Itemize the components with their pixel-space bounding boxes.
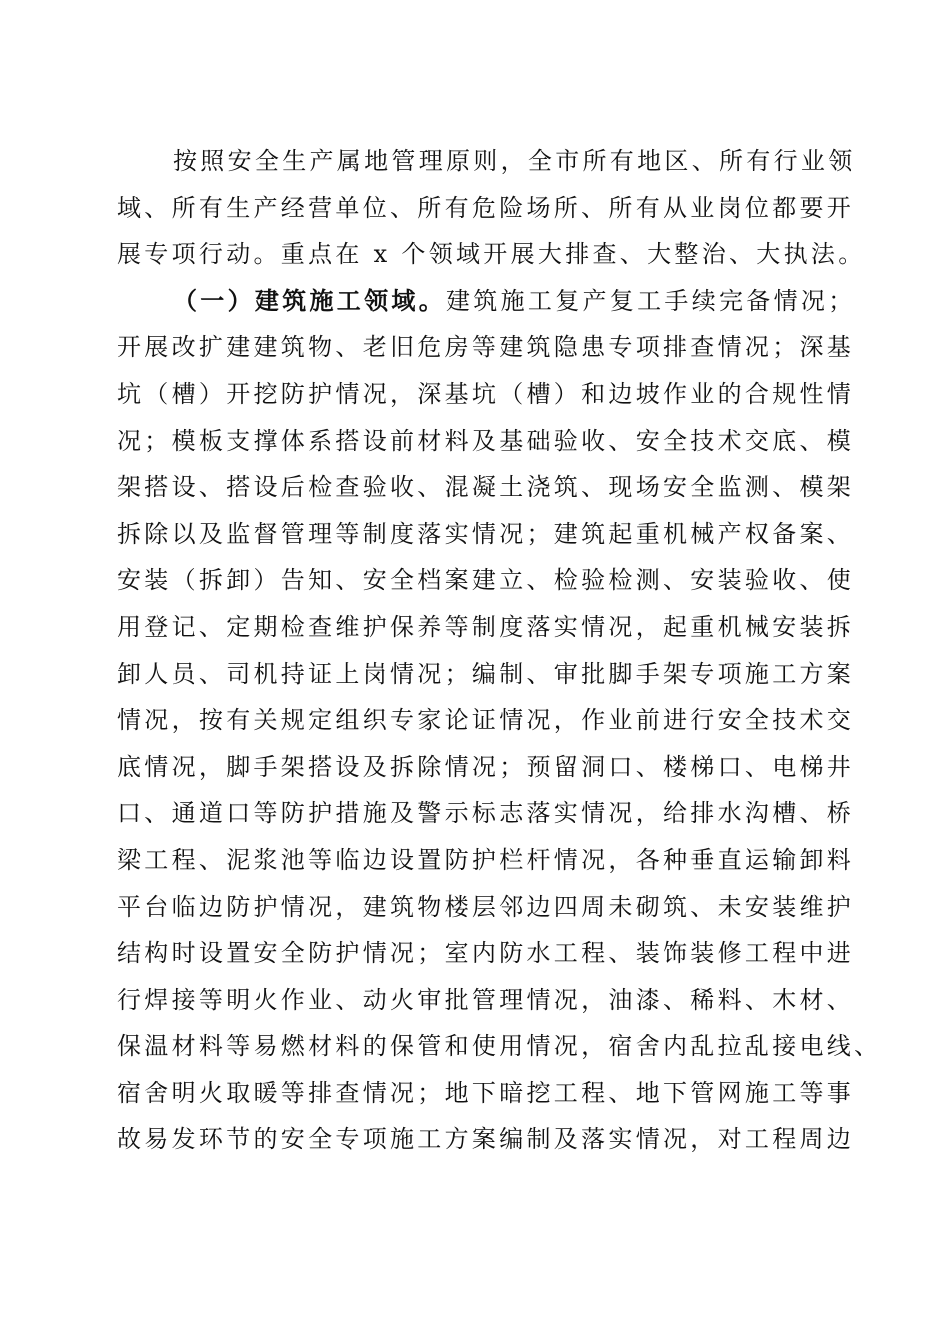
- paragraph-line: 展专项行动。重点在 x 个领域开展大排查、大整治、大执法。: [117, 240, 866, 269]
- section-heading: （一）建筑施工领域。: [173, 285, 446, 315]
- paragraph-line: 域、所有生产经营单位、所有危险场所、所有从业岗位都要开: [117, 193, 855, 222]
- paragraph-line: 用登记、定期检查维护保养等制度落实情况，起重机械安装拆: [117, 612, 855, 641]
- paragraph-line: 故易发环节的安全专项施工方案编制及落实情况，对工程周边: [117, 1125, 855, 1154]
- document-body: [117, 138, 882, 1163]
- paragraph-line: 按照安全生产属地管理原则，全市所有地区、所有行业领: [173, 147, 856, 175]
- paragraph-line: 卸人员、司机持证上岗情况；编制、审批脚手架专项施工方案: [117, 659, 855, 688]
- paragraph-line: 宿舍明火取暖等排查情况；地下暗挖工程、地下管网施工等事: [117, 1078, 855, 1107]
- paragraph-line: 架搭设、搭设后检查验收、混凝土浇筑、现场安全监测、模架: [117, 473, 855, 502]
- paragraph-line: 口、通道口等防护措施及警示标志落实情况，给排水沟槽、桥: [117, 799, 855, 828]
- paragraph-construction: [117, 278, 882, 1163]
- paragraph-line: 况；模板支撑体系搭设前材料及基础验收、安全技术交底、模: [117, 426, 855, 455]
- paragraph-line: 梁工程、泥浆池等临边设置防护栏杆情况，各种垂直运输卸料: [117, 845, 855, 874]
- paragraph-line: 开展改扩建建筑物、老旧危房等建筑隐患专项排查情况；深基: [117, 333, 855, 362]
- paragraph-line: 保温材料等易燃材料的保管和使用情况，宿舍内乱拉乱接电线、: [117, 1032, 882, 1061]
- paragraph-line: 拆除以及监督管理等制度落实情况；建筑起重机械产权备案、: [117, 519, 855, 548]
- paragraph-line-rest: 建筑施工复产复工手续完备情况；: [446, 286, 856, 315]
- paragraph-first-line: [117, 278, 856, 325]
- paragraph-line: 情况，按有关规定组织专家论证情况，作业前进行安全技术交: [117, 706, 855, 735]
- paragraph-line: 行焊接等明火作业、动火审批管理情况，油漆、稀料、木材、: [117, 985, 855, 1014]
- paragraph-line: 坑（槽）开挖防护情况，深基坑（槽）和边坡作业的合规性情: [117, 379, 855, 408]
- paragraph-line: 底情况，脚手架搭设及拆除情况；预留洞口、楼梯口、电梯井: [117, 752, 855, 781]
- paragraph-intro: [117, 138, 866, 278]
- paragraph-line: 平台临边防护情况，建筑物楼层邻边四周未砌筑、未安装维护: [117, 892, 855, 921]
- paragraph-line: 结构时设置安全防护情况；室内防水工程、装饰装修工程中进: [117, 939, 855, 968]
- paragraph-line: 安装（拆卸）告知、安全档案建立、检验检测、安装验收、使: [117, 566, 855, 595]
